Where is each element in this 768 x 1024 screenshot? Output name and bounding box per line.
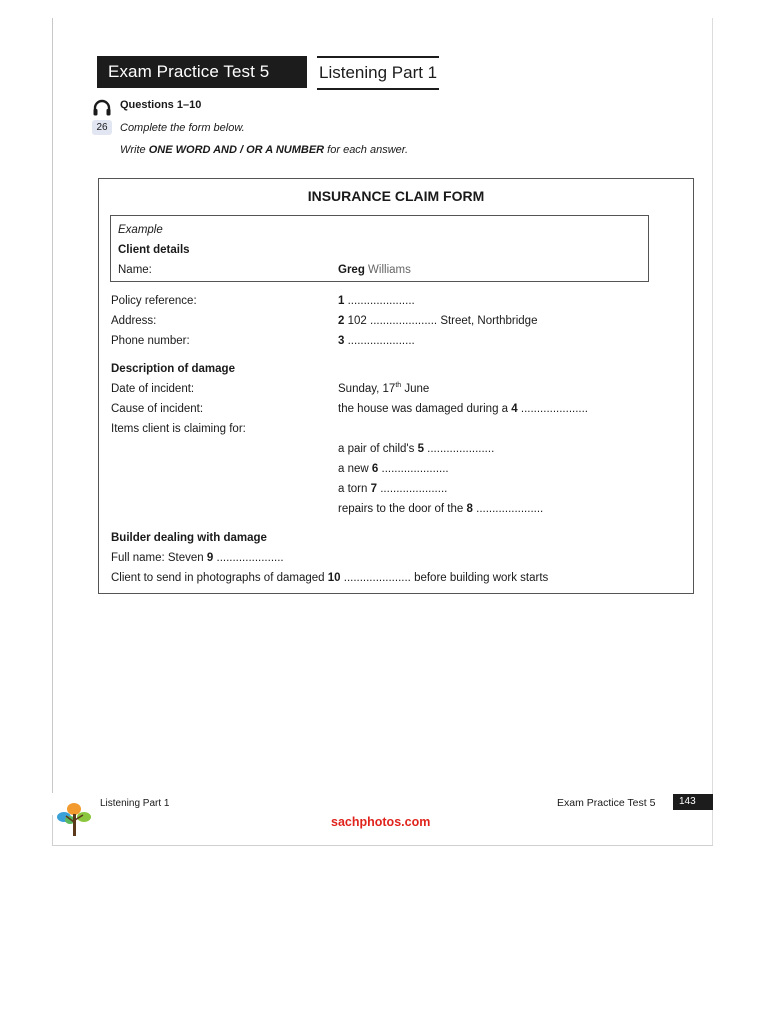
- damage-heading: Description of damage: [111, 363, 235, 375]
- page-edge: [52, 18, 53, 793]
- date-value: Sunday, 17th June: [338, 382, 430, 395]
- address-label: Address:: [111, 315, 157, 327]
- answer-3: 3 .....................: [338, 335, 415, 347]
- answer-5: a pair of child's 5 .....................: [338, 443, 495, 455]
- cause-label: Cause of incident:: [111, 403, 204, 415]
- name-value: Greg Williams: [338, 264, 411, 276]
- example-label: Example: [118, 224, 163, 236]
- headphones-icon: [92, 99, 112, 117]
- exam-title-banner: Exam Practice Test 5: [97, 56, 307, 88]
- answer-6: a new 6 .....................: [338, 463, 449, 475]
- page-edge: [52, 845, 713, 846]
- policy-label: Policy reference:: [111, 295, 197, 307]
- watermark: sachphotos.com: [331, 815, 431, 829]
- answer-1: 1 .....................: [338, 295, 415, 307]
- answer-8: repairs to the door of the 8 .....................: [338, 503, 544, 515]
- instruction-line: Write ONE WORD AND / OR A NUMBER for each answer.: [120, 144, 409, 156]
- page-number: 143: [673, 794, 713, 810]
- answer-4: the house was damaged during a 4 .....................: [338, 403, 588, 415]
- name-label: Name:: [118, 264, 152, 276]
- questions-heading: Questions 1–10: [120, 99, 202, 111]
- form-title: INSURANCE CLAIM FORM: [307, 188, 485, 204]
- builder-heading: Builder dealing with damage: [111, 532, 267, 544]
- part-title: Listening Part 1: [317, 56, 439, 90]
- tree-logo-icon: [54, 800, 94, 838]
- footer-test-label: Exam Practice Test 5: [557, 797, 656, 809]
- date-label: Date of incident:: [111, 383, 195, 395]
- phone-label: Phone number:: [111, 335, 190, 347]
- footer-section-label: Listening Part 1: [100, 798, 170, 809]
- track-number-badge: 26: [92, 120, 112, 135]
- answer-2: 2 102 ..................... Street, Northbridge: [338, 315, 538, 327]
- page-edge: [712, 18, 713, 846]
- answer-7: a torn 7 .....................: [338, 483, 448, 495]
- instruction-line: Complete the form below.: [120, 122, 245, 134]
- client-details-heading: Client details: [118, 244, 190, 256]
- answer-9: Full name: Steven 9 .....................: [111, 552, 284, 564]
- items-label: Items client is claiming for:: [111, 423, 246, 435]
- page-edge: [52, 815, 53, 845]
- answer-10: Client to send in photographs of damaged 10 ..................... before building work starts: [111, 572, 549, 584]
